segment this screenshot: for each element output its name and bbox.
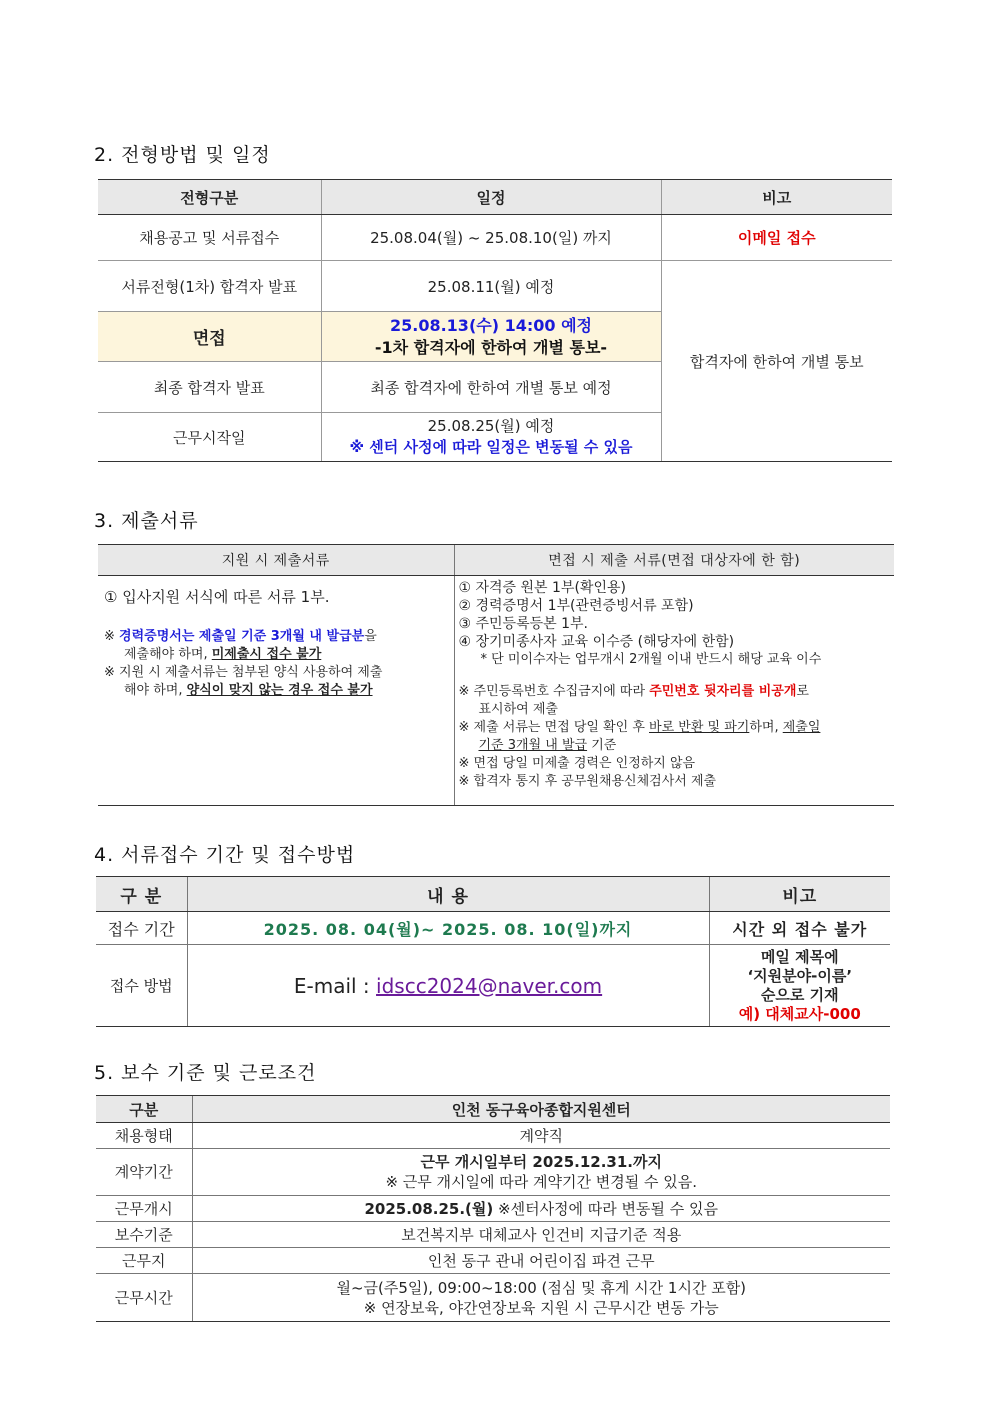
note-highlight: 경력증명서는 제출일 기준 3개월 내 발급분 <box>119 629 365 644</box>
apply-note-1-line2 <box>104 646 448 664</box>
note-underlined: 양식이 맞지 않는 경우 접수 불가 <box>186 683 373 698</box>
schedule-table <box>98 179 892 462</box>
row-label: 보수기준 <box>96 1222 192 1248</box>
note-highlight: 주민번호 뒷자리를 비공개 <box>649 684 797 699</box>
note-underlined: 바로 반환 및 파기 <box>649 720 750 735</box>
interview-note-2-line2 <box>459 737 891 755</box>
note-text: 기준 <box>587 738 617 753</box>
row-label: 채용공고 및 서류접수 <box>98 215 321 261</box>
note-text: 해야 하며, <box>124 683 187 698</box>
header-note: 비고 <box>709 877 890 912</box>
start-date: 25.08.25(월) 예정 <box>427 417 555 435</box>
row-schedule: 최종 합격자에 한하여 개별 통보 예정 <box>321 362 661 413</box>
header-division: 구 분 <box>96 877 187 912</box>
row-value: 인천 동구 관내 어린이집 파견 근무 <box>192 1248 890 1274</box>
note-text: ※ 제출 서류는 면접 당일 확인 후 <box>458 720 650 735</box>
contract-period-note: ※ 근무 개시일에 따라 계약기간 변경될 수 있음. <box>385 1173 698 1191</box>
start-date-note: ※센터사정에 따라 변동될 수 있음 <box>493 1199 719 1218</box>
interview-doc-item: ① 자격증 원본 1부(확인용) <box>458 580 626 596</box>
interview-note-2 <box>459 719 891 737</box>
note-underlined: 제출일 <box>782 720 821 735</box>
apply-note-2-line2 <box>104 682 448 700</box>
note-text: 로 <box>796 684 809 699</box>
interview-note-1 <box>459 683 891 701</box>
row-schedule <box>321 413 661 462</box>
start-date-note: ※ 센터 사정에 따라 일정은 변동될 수 있음 <box>349 438 633 456</box>
note-underlined: 미제출시 접수 불가 <box>211 647 322 662</box>
header-center: 인천 동구육아종합지원센터 <box>192 1096 890 1123</box>
row-value <box>192 1274 890 1322</box>
row-label: 계약기간 <box>96 1149 192 1196</box>
row-value <box>192 1196 890 1222</box>
merged-note: 합격자에 한하여 개별 통보 <box>661 261 892 462</box>
header-division: 구분 <box>96 1096 192 1123</box>
header-interview-docs: 면접 시 제출 서류(면접 대상자에 한 함) <box>454 545 894 576</box>
apply-docs-cell <box>98 576 454 806</box>
method-note-line: ‘지원분야-이름’ <box>747 966 853 985</box>
interview-notice: -1차 합격자에 한하여 개별 통보- <box>374 337 608 357</box>
section-3-heading: 3. 제출서류 <box>94 510 199 532</box>
interview-date: 25.08.13(수) 14:00 예정 <box>389 315 593 335</box>
header-content: 내 용 <box>187 877 709 912</box>
section-5-heading: 5. 보수 기준 및 근로조건 <box>94 1062 317 1084</box>
header-note: 비고 <box>661 180 892 215</box>
section-2-heading: 2. 전형방법 및 일정 <box>94 144 271 166</box>
period-label: 접수 기간 <box>96 912 187 945</box>
interview-note-1-line2: 표시하여 제출 <box>478 702 558 717</box>
interview-doc-item: ④ 장기미종사자 교육 이수증 (해당자에 한함) <box>458 634 735 650</box>
method-note <box>709 945 890 1027</box>
period-value: 2025. 08. 04(월)~ 2025. 08. 10(일)까지 <box>187 912 709 945</box>
row-value: 보건복지부 대체교사 인건비 지급기준 적용 <box>192 1222 890 1248</box>
work-hours-note: ※ 연장보육, 야간연장보육 지원 시 근무시간 변동 가능 <box>363 1298 719 1317</box>
method-note-line: 메일 제목에 <box>760 947 839 966</box>
row-note: 이메일 접수 <box>661 215 892 261</box>
row-label: 근무시작일 <box>98 413 321 462</box>
row-label: 근무지 <box>96 1248 192 1274</box>
header-type: 전형구분 <box>98 180 321 215</box>
apply-doc-item: ① 입사지원 서식에 따른 서류 1부. <box>104 588 330 606</box>
method-value <box>187 945 709 1027</box>
row-label: 근무시간 <box>96 1274 192 1322</box>
interview-docs-cell <box>454 576 894 806</box>
row-schedule-interview <box>321 312 661 362</box>
note-text: 제출해야 하며, <box>124 647 212 662</box>
note-text: 을 <box>364 629 377 644</box>
period-note: 시간 외 접수 불가 <box>709 912 890 945</box>
note-mark: ※ <box>104 629 120 644</box>
email-label: E-mail : <box>293 973 377 998</box>
row-label: 채용형태 <box>96 1123 192 1149</box>
submission-table <box>96 876 890 1027</box>
interview-doc-item: ③ 주민등록등본 1부. <box>458 616 588 632</box>
row-label: 근무개시 <box>96 1196 192 1222</box>
interview-doc-item: ② 경력증명서 1부(관련증빙서류 포함) <box>458 598 694 614</box>
row-label: 서류전형(1차) 합격자 발표 <box>98 261 321 312</box>
header-schedule: 일정 <box>321 180 661 215</box>
row-value <box>192 1149 890 1196</box>
section-4-heading: 4. 서류접수 기간 및 접수방법 <box>94 844 356 866</box>
row-value: 계약직 <box>192 1123 890 1149</box>
interview-doc-subnote: * 단 미이수자는 업무개시 2개월 이내 반드시 해당 교육 이수 <box>480 652 822 667</box>
row-label: 최종 합격자 발표 <box>98 362 321 413</box>
row-schedule: 25.08.04(월) ~ 25.08.10(일) 까지 <box>321 215 661 261</box>
start-date: 2025.08.25.(월) <box>364 1199 494 1218</box>
interview-note-3: ※ 면접 당일 미제출 경력은 인정하지 않음 <box>458 756 696 771</box>
method-label: 접수 방법 <box>96 945 187 1027</box>
note-text: ※ 주민등록번호 수집금지에 따라 <box>458 684 650 699</box>
row-schedule: 25.08.11(월) 예정 <box>321 261 661 312</box>
interview-note-4: ※ 합격자 통지 후 공무원채용신체검사서 제출 <box>458 774 717 789</box>
row-label-interview: 면접 <box>98 312 321 362</box>
note-underlined: 기준 3개월 내 발급 <box>478 738 588 753</box>
note-text: 하며, <box>749 720 783 735</box>
contract-period: 근무 개시일부터 2025.12.31.까지 <box>420 1153 662 1171</box>
header-apply-docs: 지원 시 제출서류 <box>98 545 454 576</box>
method-note-example: 예) 대체교사-000 <box>738 1004 861 1023</box>
method-note-line: 순으로 기재 <box>760 985 839 1004</box>
documents-table <box>98 544 894 806</box>
work-hours: 월~금(주5일), 09:00~18:00 (점심 및 휴게 시간 1시간 포함) <box>336 1278 747 1297</box>
conditions-table <box>96 1095 890 1322</box>
apply-note-2: ※ 지원 시 제출서류는 첨부된 양식 사용하여 제출 <box>104 665 383 680</box>
email-link[interactable]: idscc2024@naver.com <box>376 973 603 998</box>
apply-note-1 <box>104 628 448 646</box>
